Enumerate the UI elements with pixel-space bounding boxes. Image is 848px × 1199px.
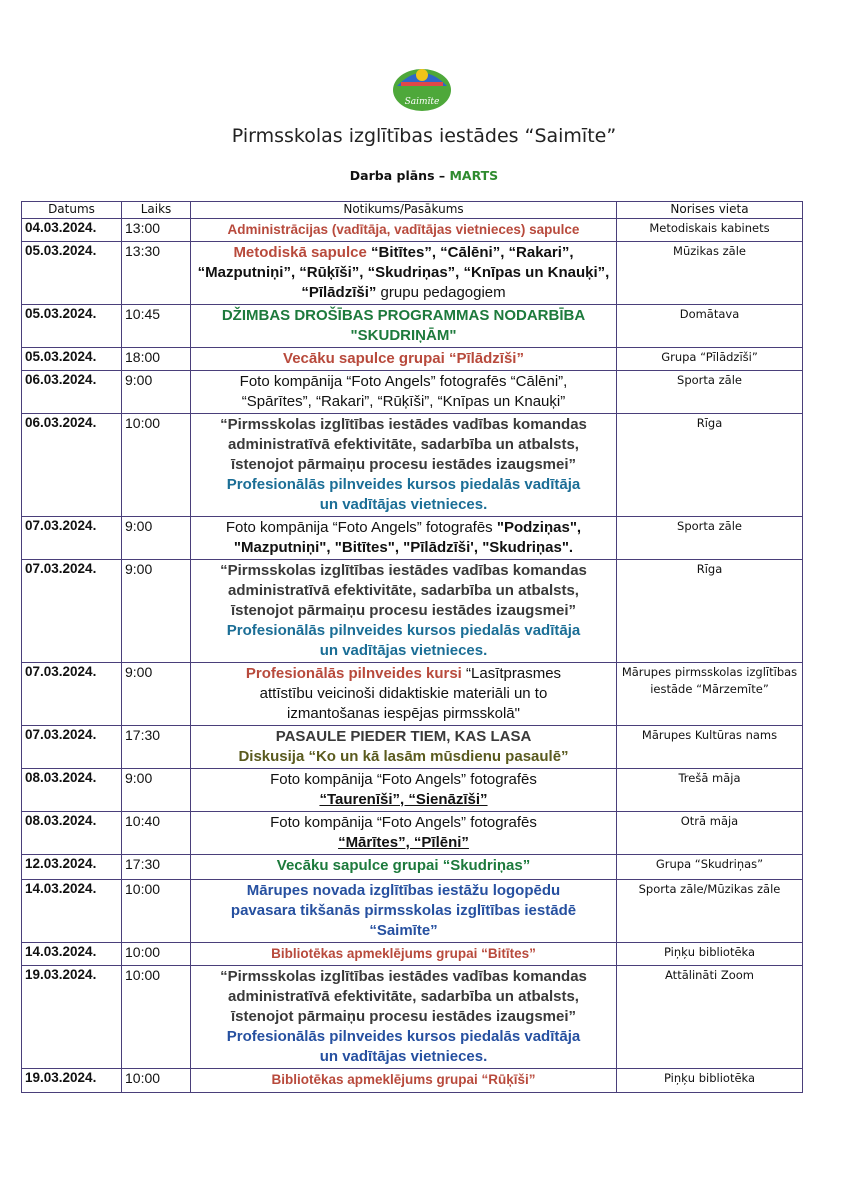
svg-text:Saimīte: Saimīte <box>404 97 440 107</box>
row-event: Metodiskā sapulce “Bitītes”, “Cālēni”, “Rakari”, “Mazputniņi”, “Rūķīši”, “Skudriņas”, “Knīpas un Knauķi”, “Pīlādzīši” grupu pedagogiem <box>191 242 617 305</box>
row-place: Sporta zāle <box>617 371 803 414</box>
work-plan-table <box>21 201 803 1093</box>
row-date: 14.03.2024. <box>22 943 122 966</box>
row-date: 07.03.2024. <box>22 560 122 663</box>
row-date: 06.03.2024. <box>22 414 122 517</box>
row-place: Sporta zāle/Mūzikas zāle <box>617 880 803 943</box>
row-event: Foto kompānija “Foto Angels” fotografēs “Taurenīši”, “Sienāzīši” <box>191 769 617 812</box>
table-row <box>22 880 803 943</box>
row-date: 05.03.2024. <box>22 305 122 348</box>
row-time: 9:00 <box>122 517 191 560</box>
row-time: 17:30 <box>122 726 191 769</box>
row-date: 08.03.2024. <box>22 769 122 812</box>
row-date: 14.03.2024. <box>22 880 122 943</box>
row-event: “Pirmsskolas izglītības iestādes vadības komandas administratīvā efektivitāte, sadarbība un atbalsts, īstenojot pārmaiņu procesu iestādes izaugsmei” Profesionālās pilnveides kursos piedalās vadītāja un vadītājas vietnieces. <box>191 560 617 663</box>
page-subtitle: Darba plāns – MARTS <box>349 168 499 183</box>
row-place: Mārupes pirmsskolas izglītības iestāde “Mārzemīte” <box>617 663 803 726</box>
row-place: Grupa “Skudriņas” <box>617 855 803 880</box>
row-time: 13:30 <box>122 242 191 305</box>
table-row <box>22 663 803 726</box>
row-event: Vecāku sapulce grupai “Pīlādzīši” <box>191 348 617 371</box>
row-date: 07.03.2024. <box>22 663 122 726</box>
row-time: 9:00 <box>122 560 191 663</box>
row-time: 10:00 <box>122 880 191 943</box>
table-row <box>22 371 803 414</box>
table-header-row <box>22 202 803 219</box>
row-place: Piņķu bibliotēka <box>617 943 803 966</box>
row-time: 17:30 <box>122 855 191 880</box>
table-row <box>22 517 803 560</box>
row-place: Trešā māja <box>617 769 803 812</box>
table-row <box>22 414 803 517</box>
row-place: Rīga <box>617 560 803 663</box>
row-event: Administrācijas (vadītāja, vadītājas vietnieces) sapulce <box>191 219 617 242</box>
row-time: 9:00 <box>122 769 191 812</box>
row-place: Attālināti Zoom <box>617 966 803 1069</box>
row-time: 9:00 <box>122 663 191 726</box>
column-header-place: Norises vieta <box>617 202 803 219</box>
row-place: Sporta zāle <box>617 517 803 560</box>
row-date: 05.03.2024. <box>22 348 122 371</box>
row-date: 06.03.2024. <box>22 371 122 414</box>
row-date: 08.03.2024. <box>22 812 122 855</box>
page-title: Pirmsskolas izglītības iestādes “Saimīte” <box>231 125 617 147</box>
row-event: Bibliotēkas apmeklējums grupai “Bitītes” <box>191 943 617 966</box>
row-time: 18:00 <box>122 348 191 371</box>
column-header-date: Datums <box>22 202 122 219</box>
saimite-logo <box>391 62 453 112</box>
table-row <box>22 305 803 348</box>
row-place: Piņķu bibliotēka <box>617 1069 803 1093</box>
row-place: Otrā māja <box>617 812 803 855</box>
row-time: 10:00 <box>122 414 191 517</box>
column-header-event: Notikums/Pasākums <box>191 202 617 219</box>
table-row <box>22 769 803 812</box>
table-row <box>22 966 803 1069</box>
row-event: “Pirmsskolas izglītības iestādes vadības komandas administratīvā efektivitāte, sadarbība un atbalsts, īstenojot pārmaiņu procesu iestādes izaugsmei” Profesionālās pilnveides kursos piedalās vadītāja un vadītājas vietnieces. <box>191 966 617 1069</box>
row-event: Foto kompānija “Foto Angels” fotografēs “Cālēni”, “Spārītes”, “Rakari”, “Rūķīši”, “Knīpas un Knauķi” <box>191 371 617 414</box>
row-place: Mūzikas zāle <box>617 242 803 305</box>
row-event: “Pirmsskolas izglītības iestādes vadības komandas administratīvā efektivitāte, sadarbība un atbalsts, īstenojot pārmaiņu procesu iestādes izaugsmei” Profesionālās pilnveides kursos piedalās vadītāja un vadītājas vietnieces. <box>191 414 617 517</box>
table-row <box>22 943 803 966</box>
row-date: 04.03.2024. <box>22 219 122 242</box>
row-date: 05.03.2024. <box>22 242 122 305</box>
row-time: 10:00 <box>122 966 191 1069</box>
row-date: 07.03.2024. <box>22 517 122 560</box>
row-event: Foto kompānija “Foto Angels” fotografēs "Podziņas", "Mazputniņi", "Bitītes", "Pīlādzīši', "Skudriņas". <box>191 517 617 560</box>
row-place: Metodiskais kabinets <box>617 219 803 242</box>
row-event: PASAULE PIEDER TIEM, KAS LASA Diskusija “Ko un kā lasām mūsdienu pasaulē” <box>191 726 617 769</box>
row-place: Grupa “Pīlādzīši” <box>617 348 803 371</box>
row-place: Domātava <box>617 305 803 348</box>
row-date: 12.03.2024. <box>22 855 122 880</box>
table-row <box>22 348 803 371</box>
row-event: Profesionālās pilnveides kursi “Lasītprasmes attīstību veicinoši didaktiskie materiāli un to izmantošanas iespējas pirmsskolā" <box>191 663 617 726</box>
table-row <box>22 242 803 305</box>
column-header-time: Laiks <box>122 202 191 219</box>
table-row <box>22 726 803 769</box>
table-row <box>22 855 803 880</box>
row-time: 9:00 <box>122 371 191 414</box>
table-row <box>22 1069 803 1093</box>
row-event: Foto kompānija “Foto Angels” fotografēs “Mārītes”, “Pīlēni” <box>191 812 617 855</box>
row-date: 19.03.2024. <box>22 966 122 1069</box>
row-event: Vecāku sapulce grupai “Skudriņas” <box>191 855 617 880</box>
row-place: Rīga <box>617 414 803 517</box>
row-time: 13:00 <box>122 219 191 242</box>
row-event: Bibliotēkas apmeklējums grupai “Rūķīši” <box>191 1069 617 1093</box>
row-time: 10:00 <box>122 943 191 966</box>
table-row <box>22 812 803 855</box>
table-row <box>22 560 803 663</box>
row-place: Mārupes Kultūras nams <box>617 726 803 769</box>
row-date: 07.03.2024. <box>22 726 122 769</box>
row-event: Mārupes novada izglītības iestāžu logopēdu pavasara tikšanās pirmsskolas izglītības iestādē “Saimīte” <box>191 880 617 943</box>
row-time: 10:00 <box>122 1069 191 1093</box>
row-date: 19.03.2024. <box>22 1069 122 1093</box>
row-time: 10:40 <box>122 812 191 855</box>
row-time: 10:45 <box>122 305 191 348</box>
table-row <box>22 219 803 242</box>
row-event: DŽIMBAS DROŠĪBAS PROGRAMMAS NODARBĪBA "SKUDRIŅĀM" <box>191 305 617 348</box>
